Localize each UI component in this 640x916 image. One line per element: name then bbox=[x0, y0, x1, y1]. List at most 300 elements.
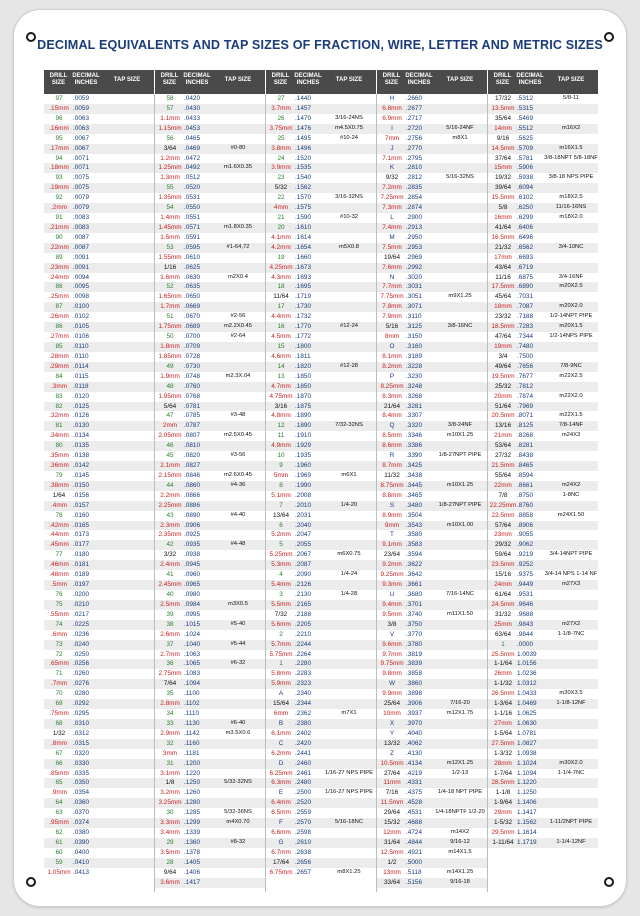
table-row bbox=[44, 759, 154, 769]
table-column bbox=[488, 70, 598, 892]
table-row bbox=[488, 382, 598, 392]
table-row bbox=[266, 838, 376, 848]
table-row bbox=[44, 104, 154, 114]
decimal-inches-cell: .0240 bbox=[73, 640, 89, 648]
table-row bbox=[155, 640, 265, 650]
drill-size-cell: 17.5mm bbox=[491, 283, 515, 291]
drill-size-cell: 8.75mm bbox=[380, 481, 404, 489]
drill-size-cell: 18 bbox=[277, 283, 285, 291]
decimal-inches-cell: .3858 bbox=[406, 670, 422, 678]
tap-size-cell: m16X2 bbox=[561, 124, 581, 131]
drill-size-cell: 13mm bbox=[383, 868, 401, 876]
table-row bbox=[377, 104, 487, 114]
table-row bbox=[377, 620, 487, 630]
drill-size-cell: 19/64 bbox=[384, 253, 400, 261]
drill-size-cell: 3.7mm bbox=[271, 104, 291, 112]
decimal-inches-cell: .0410 bbox=[73, 858, 89, 866]
drill-size-cell: 27/64 bbox=[384, 769, 400, 777]
decimal-inches-cell: .8760 bbox=[517, 501, 533, 509]
drill-size-cell: 16 bbox=[277, 323, 285, 331]
table-row bbox=[488, 332, 598, 342]
tap-size-cell: 1/16-27 NPS PIPE bbox=[324, 789, 373, 796]
decimal-inches-cell: .0625 bbox=[184, 263, 200, 271]
drill-size-cell: 19/32 bbox=[495, 174, 511, 182]
table-row bbox=[377, 372, 487, 382]
drill-size-cell: 4.4mm bbox=[271, 313, 291, 321]
table-row bbox=[266, 352, 376, 362]
drill-size-cell: G bbox=[278, 839, 284, 846]
table-row bbox=[377, 352, 487, 362]
table-row bbox=[266, 868, 376, 878]
decimal-inches-cell: .0469 bbox=[184, 144, 200, 152]
decimal-inches-cell: .9375 bbox=[517, 571, 533, 579]
decimal-inches-cell: .6875 bbox=[517, 273, 533, 281]
tap-size-cell: 7/32-32NS bbox=[335, 422, 363, 429]
drill-size-cell: 1-11/64 bbox=[492, 839, 514, 846]
drill-size-cell: 25 bbox=[277, 134, 285, 142]
table-row bbox=[377, 332, 487, 342]
table-row bbox=[377, 501, 487, 511]
drill-size-cell: D bbox=[278, 759, 284, 767]
tap-size-cell: 1-1/4-12NF bbox=[556, 839, 586, 845]
table-row bbox=[377, 709, 487, 719]
table-row bbox=[266, 669, 376, 679]
decimal-inches-cell: .5315 bbox=[517, 104, 533, 112]
header-decimal-inches: DECIMAL INCHES bbox=[294, 73, 322, 86]
table-row bbox=[44, 540, 154, 550]
decimal-inches-cell: .2441 bbox=[295, 749, 311, 757]
drill-size-cell: 31 bbox=[166, 759, 174, 767]
decimal-inches-cell: .2362 bbox=[295, 710, 311, 718]
drill-size-cell: 27/32 bbox=[495, 452, 511, 460]
drill-size-cell: 15.5mm bbox=[491, 194, 515, 202]
table-row bbox=[488, 669, 598, 679]
tap-size-cell: m24X3 bbox=[561, 432, 581, 439]
drill-size-cell: 93 bbox=[55, 174, 63, 182]
decimal-inches-cell: .5469 bbox=[517, 114, 533, 122]
drill-size-cell: 4.8mm bbox=[271, 412, 291, 420]
decimal-inches-cell: .3150 bbox=[406, 333, 422, 341]
table-row bbox=[155, 848, 265, 858]
decimal-inches-cell: .0120 bbox=[73, 392, 89, 400]
tap-size-cell: 9/16-18 bbox=[450, 878, 470, 885]
decimal-inches-cell: .6693 bbox=[517, 253, 533, 261]
table-row bbox=[155, 203, 265, 213]
table-row bbox=[266, 858, 376, 868]
table-row bbox=[266, 580, 376, 590]
table-row bbox=[44, 749, 154, 759]
table-row bbox=[44, 630, 154, 640]
drill-size-cell: 1-3/32 bbox=[493, 749, 513, 757]
decimal-inches-cell: .1495 bbox=[295, 134, 311, 142]
decimal-inches-cell: .1160 bbox=[184, 739, 200, 747]
table-row bbox=[155, 788, 265, 798]
decimal-inches-cell: .1719 bbox=[295, 293, 311, 301]
table-row bbox=[488, 650, 598, 660]
drill-size-cell: 7.1mm bbox=[382, 154, 402, 162]
drill-size-cell: 3.75mm bbox=[269, 124, 293, 132]
decimal-inches-cell: 1.0156 bbox=[517, 660, 537, 668]
table-row bbox=[488, 421, 598, 431]
drill-size-cell: 9.1mm bbox=[382, 541, 402, 549]
decimal-inches-cell: .1910 bbox=[295, 432, 311, 440]
header-tap-size: TAP SIZE bbox=[446, 77, 474, 83]
decimal-inches-cell: .1015 bbox=[184, 620, 200, 628]
decimal-inches-cell: .9449 bbox=[517, 581, 533, 589]
table-row bbox=[488, 630, 598, 640]
drill-size-cell: .23mm bbox=[49, 263, 69, 271]
drill-size-cell: 55/64 bbox=[495, 471, 511, 479]
decimal-inches-cell: .2010 bbox=[295, 501, 311, 509]
decimal-inches-cell: .0091 bbox=[73, 263, 89, 271]
drill-size-cell: 51 bbox=[166, 313, 174, 321]
decimal-inches-cell: .4219 bbox=[406, 769, 422, 777]
drill-size-cell: 41/64 bbox=[495, 223, 511, 231]
table-row bbox=[377, 689, 487, 699]
table-row bbox=[44, 858, 154, 868]
decimal-inches-cell: .0177 bbox=[73, 541, 89, 549]
drill-size-cell: 10 bbox=[277, 452, 285, 460]
drill-size-cell: 19 bbox=[277, 253, 285, 261]
decimal-inches-cell: .2264 bbox=[295, 650, 311, 658]
table-row bbox=[488, 144, 598, 154]
drill-size-cell: 15mm bbox=[494, 164, 512, 172]
decimal-inches-cell: .0709 bbox=[184, 343, 200, 350]
table-row bbox=[155, 312, 265, 322]
drill-size-cell: .65mm bbox=[49, 660, 69, 668]
drill-size-cell: 51/64 bbox=[495, 402, 511, 410]
decimal-inches-cell: .0079 bbox=[73, 194, 89, 202]
tap-size-cell: 7/16-20 bbox=[450, 700, 470, 707]
table-row bbox=[266, 778, 376, 788]
decimal-inches-cell: .0571 bbox=[184, 223, 200, 231]
drill-size-cell: 23 bbox=[277, 174, 285, 182]
table-row bbox=[377, 570, 487, 580]
table-row bbox=[488, 233, 598, 243]
tap-size-cell: 1-11/2NPT PIPE bbox=[549, 819, 593, 826]
tap-size-cell: 1/4-18NPTF 1/2-20 bbox=[435, 809, 485, 816]
drill-size-cell: 8.3mm bbox=[382, 392, 402, 400]
table-row bbox=[377, 154, 487, 164]
drill-size-cell: 5/32 bbox=[274, 184, 288, 192]
table-row bbox=[44, 580, 154, 590]
decimal-inches-cell: .0980 bbox=[184, 591, 200, 598]
table-row bbox=[155, 818, 265, 828]
table-row bbox=[155, 749, 265, 759]
decimal-inches-cell: .0102 bbox=[73, 313, 89, 321]
table-row bbox=[377, 669, 487, 679]
table-row bbox=[266, 540, 376, 550]
table-row bbox=[377, 163, 487, 173]
table-row bbox=[266, 501, 376, 511]
drill-size-cell: 34 bbox=[166, 710, 174, 718]
decimal-inches-cell: .2835 bbox=[406, 184, 422, 192]
table-row bbox=[44, 868, 154, 878]
drill-size-cell: A bbox=[278, 690, 284, 698]
drill-size-cell: 56 bbox=[166, 134, 174, 142]
drill-size-cell: 65 bbox=[55, 779, 63, 787]
drill-size-cell: I bbox=[391, 124, 393, 132]
drill-size-cell: 47/64 bbox=[495, 333, 511, 341]
table-row bbox=[266, 788, 376, 798]
table-row bbox=[377, 679, 487, 689]
table-row bbox=[44, 610, 154, 620]
table-row bbox=[266, 808, 376, 818]
drill-size-cell: 68 bbox=[55, 719, 63, 727]
header-tap-size: TAP SIZE bbox=[335, 77, 363, 83]
drill-size-cell: 61 bbox=[55, 839, 63, 846]
drill-size-cell: 2 bbox=[279, 630, 283, 638]
decimal-inches-cell: .2677 bbox=[406, 104, 422, 112]
decimal-inches-cell: .1476 bbox=[295, 124, 311, 132]
decimal-inches-cell: .1673 bbox=[295, 263, 311, 271]
table-row bbox=[266, 590, 376, 600]
tap-size-cell: #8-32 bbox=[230, 839, 246, 845]
drill-size-cell: 11/32 bbox=[384, 471, 400, 479]
drill-size-cell: 57 bbox=[166, 104, 174, 112]
decimal-inches-cell: 1.0433 bbox=[517, 690, 537, 698]
drill-size-cell: 29/64 bbox=[384, 809, 400, 817]
table-row bbox=[377, 560, 487, 570]
drill-size-cell: .8mm bbox=[51, 739, 67, 747]
drill-size-cell: 8.4mm bbox=[382, 412, 402, 420]
drill-size-cell: 20.5mm bbox=[491, 412, 515, 420]
table-row bbox=[44, 312, 154, 322]
drill-size-cell: .28mm bbox=[49, 352, 69, 360]
table-row bbox=[44, 223, 154, 233]
table-row bbox=[488, 570, 598, 580]
decimal-inches-cell: .2280 bbox=[295, 660, 311, 668]
drill-size-cell: F bbox=[279, 819, 283, 827]
drill-size-cell: 45 bbox=[166, 452, 174, 460]
drill-size-cell: 3/32 bbox=[163, 551, 177, 559]
table-row bbox=[44, 838, 154, 848]
drill-size-cell: 2.9mm bbox=[160, 729, 180, 737]
drill-size-cell: 15 bbox=[277, 343, 285, 350]
table-row bbox=[488, 282, 598, 292]
table-row bbox=[155, 808, 265, 818]
drill-size-cell: 9.6mm bbox=[382, 640, 402, 648]
decimal-inches-cell: .8268 bbox=[517, 432, 533, 440]
decimal-inches-cell: .1870 bbox=[295, 392, 311, 400]
table-row bbox=[44, 511, 154, 521]
decimal-inches-cell: .0067 bbox=[73, 144, 89, 152]
decimal-inches-cell: .5512 bbox=[517, 124, 533, 132]
decimal-inches-cell: .3386 bbox=[406, 442, 422, 450]
tap-size-cell: m22X2.0 bbox=[559, 392, 583, 399]
drill-size-cell: 69 bbox=[55, 700, 63, 708]
drill-size-cell: 5/64 bbox=[163, 402, 177, 410]
table-row bbox=[377, 421, 487, 431]
table-row bbox=[377, 312, 487, 322]
decimal-inches-cell: .3680 bbox=[406, 591, 422, 598]
table-row bbox=[44, 421, 154, 431]
decimal-inches-cell: .1850 bbox=[295, 382, 311, 390]
tap-size-cell: 1/2-14NPT PIPE bbox=[549, 313, 593, 320]
table-row bbox=[488, 778, 598, 788]
table-row bbox=[266, 292, 376, 302]
decimal-inches-cell: .3230 bbox=[406, 372, 422, 380]
table-row bbox=[377, 828, 487, 838]
table-row bbox=[155, 878, 265, 888]
table-row bbox=[488, 808, 598, 818]
table-row bbox=[44, 778, 154, 788]
drill-size-cell: 2.3mm bbox=[160, 521, 180, 529]
drill-size-cell: 1-1/16 bbox=[493, 710, 513, 718]
drill-size-cell: 1.7mm bbox=[160, 303, 180, 311]
drill-size-cell: 6.8mm bbox=[382, 104, 402, 112]
decimal-inches-cell: .0217 bbox=[73, 610, 89, 618]
table-row bbox=[377, 699, 487, 709]
tap-size-cell: m8X1 bbox=[452, 134, 468, 141]
tap-size-cell: m1.6X0.35 bbox=[223, 164, 253, 171]
table-row bbox=[377, 511, 487, 521]
decimal-inches-cell: .8071 bbox=[517, 412, 533, 420]
decimal-inches-cell: .2770 bbox=[406, 144, 422, 152]
tap-size-cell: #4-48 bbox=[230, 541, 246, 548]
tap-size-cell: 7/8-14NF bbox=[558, 422, 584, 429]
drill-size-cell: 31/64 bbox=[384, 839, 400, 846]
decimal-inches-cell: .1457 bbox=[295, 104, 311, 112]
decimal-inches-cell: .2756 bbox=[406, 134, 422, 142]
table-row bbox=[488, 709, 598, 719]
decimal-inches-cell: .1417 bbox=[184, 878, 200, 886]
decimal-inches-cell: .0280 bbox=[73, 690, 89, 698]
table-row bbox=[266, 213, 376, 223]
drill-size-cell: 86 bbox=[55, 323, 63, 331]
drill-size-cell: 95 bbox=[55, 134, 63, 142]
drill-size-cell: .42mm bbox=[49, 521, 69, 529]
table-row bbox=[377, 858, 487, 868]
table-row bbox=[44, 233, 154, 243]
table-row bbox=[377, 114, 487, 124]
decimal-inches-cell: .0846 bbox=[184, 471, 200, 479]
decimal-inches-cell: .1929 bbox=[295, 442, 311, 450]
drill-size-cell: 84 bbox=[55, 372, 63, 380]
tap-size-cell: m10X1.25 bbox=[446, 481, 474, 488]
drill-size-cell: 17/32 bbox=[495, 95, 511, 102]
drill-size-cell: 26mm bbox=[494, 670, 512, 678]
decimal-inches-cell: .0260 bbox=[73, 670, 89, 678]
table-row bbox=[44, 729, 154, 739]
drill-size-cell: 1/2 bbox=[387, 858, 397, 866]
decimal-inches-cell: .0960 bbox=[184, 571, 200, 579]
decimal-inches-cell: .0700 bbox=[184, 333, 200, 341]
tap-size-cell: m2.6X0.45 bbox=[223, 471, 253, 478]
tap-size-cell: 7/8-9NC bbox=[560, 362, 582, 369]
table-row bbox=[44, 163, 154, 173]
drill-size-cell: O bbox=[389, 343, 395, 350]
drill-size-cell: 61/64 bbox=[495, 591, 511, 598]
table-row bbox=[155, 352, 265, 362]
table-row bbox=[488, 302, 598, 312]
decimal-inches-cell: .2559 bbox=[295, 809, 311, 817]
decimal-inches-cell: .0531 bbox=[184, 194, 200, 202]
drill-size-cell: 1 bbox=[501, 640, 505, 648]
table-row bbox=[44, 134, 154, 144]
header-decimal-inches: DECIMAL INCHES bbox=[405, 73, 433, 86]
decimal-inches-cell: .4062 bbox=[406, 739, 422, 747]
decimal-inches-cell: .2087 bbox=[295, 561, 311, 569]
decimal-inches-cell: .0106 bbox=[73, 333, 89, 341]
decimal-inches-cell: .1065 bbox=[184, 660, 200, 668]
table-row bbox=[266, 382, 376, 392]
drill-size-cell: 22.5mm bbox=[491, 511, 515, 519]
decimal-inches-cell: .7188 bbox=[517, 313, 533, 321]
drill-size-cell: 49 bbox=[166, 362, 174, 370]
tap-size-cell: 1/8-27NPT PIPE bbox=[438, 452, 482, 459]
table-row bbox=[377, 382, 487, 392]
drill-size-cell: 1/16 bbox=[163, 263, 177, 271]
decimal-inches-cell: .7480 bbox=[517, 343, 533, 350]
table-row bbox=[488, 402, 598, 412]
table-row bbox=[488, 134, 598, 144]
tap-size-cell: 1/16-27 NPS PIPE bbox=[324, 769, 373, 776]
table-row bbox=[488, 818, 598, 828]
decimal-inches-cell: .2520 bbox=[295, 799, 311, 807]
drill-size-cell: K bbox=[389, 164, 395, 172]
table-row bbox=[377, 600, 487, 610]
table-row bbox=[377, 739, 487, 749]
table-row bbox=[377, 342, 487, 352]
drill-size-cell: 44 bbox=[166, 481, 174, 489]
decimal-inches-cell: .3390 bbox=[406, 452, 422, 460]
table-row bbox=[155, 451, 265, 461]
drill-size-cell: 3/8 bbox=[387, 620, 397, 628]
decimal-inches-cell: .0156 bbox=[73, 491, 89, 499]
drill-size-cell: 82 bbox=[55, 402, 63, 410]
drill-size-cell: 39 bbox=[166, 610, 174, 618]
drill-size-cell: 5.9mm bbox=[271, 680, 291, 688]
table-row bbox=[266, 739, 376, 749]
table-row bbox=[155, 689, 265, 699]
table-row bbox=[488, 342, 598, 352]
decimal-inches-cell: .2500 bbox=[295, 789, 311, 797]
tap-size-cell: #1-64,72 bbox=[226, 243, 250, 250]
decimal-inches-cell: .0995 bbox=[184, 610, 200, 618]
decimal-inches-cell: .3740 bbox=[406, 610, 422, 618]
table-row bbox=[377, 491, 487, 501]
table-row bbox=[377, 441, 487, 451]
decimal-inches-cell: .0370 bbox=[73, 809, 89, 817]
decimal-inches-cell: .0114 bbox=[73, 362, 89, 370]
drill-size-cell: .6mm bbox=[51, 630, 67, 638]
drill-size-cell: 70 bbox=[55, 690, 63, 698]
drill-size-cell: 1/8 bbox=[165, 779, 175, 787]
tap-size-cell: 9/16-12 bbox=[450, 839, 470, 845]
decimal-inches-cell: .8661 bbox=[517, 481, 533, 489]
drill-size-cell: 3/4 bbox=[498, 352, 508, 360]
drill-size-cell: 2mm bbox=[162, 422, 178, 430]
table-row bbox=[155, 650, 265, 660]
tap-size-cell: m2X0.4 bbox=[228, 273, 248, 280]
table-row bbox=[377, 580, 487, 590]
decimal-inches-cell: .0984 bbox=[184, 600, 200, 608]
tap-size-cell: m9X1.25 bbox=[448, 293, 472, 300]
table-row bbox=[266, 570, 376, 580]
table-row bbox=[266, 679, 376, 689]
drill-size-cell: 1.95mm bbox=[158, 392, 182, 400]
decimal-inches-cell: .0210 bbox=[73, 600, 89, 608]
drill-size-cell: 29.5mm bbox=[491, 829, 515, 837]
drill-size-cell: 9.4mm bbox=[382, 600, 402, 608]
table-row bbox=[266, 610, 376, 620]
drill-size-cell: 21/32 bbox=[495, 243, 511, 251]
decimal-inches-cell: .0360 bbox=[73, 799, 89, 807]
table-row bbox=[488, 689, 598, 699]
decimal-inches-cell: .3622 bbox=[406, 561, 422, 569]
drill-size-cell: 15/32 bbox=[384, 819, 400, 827]
